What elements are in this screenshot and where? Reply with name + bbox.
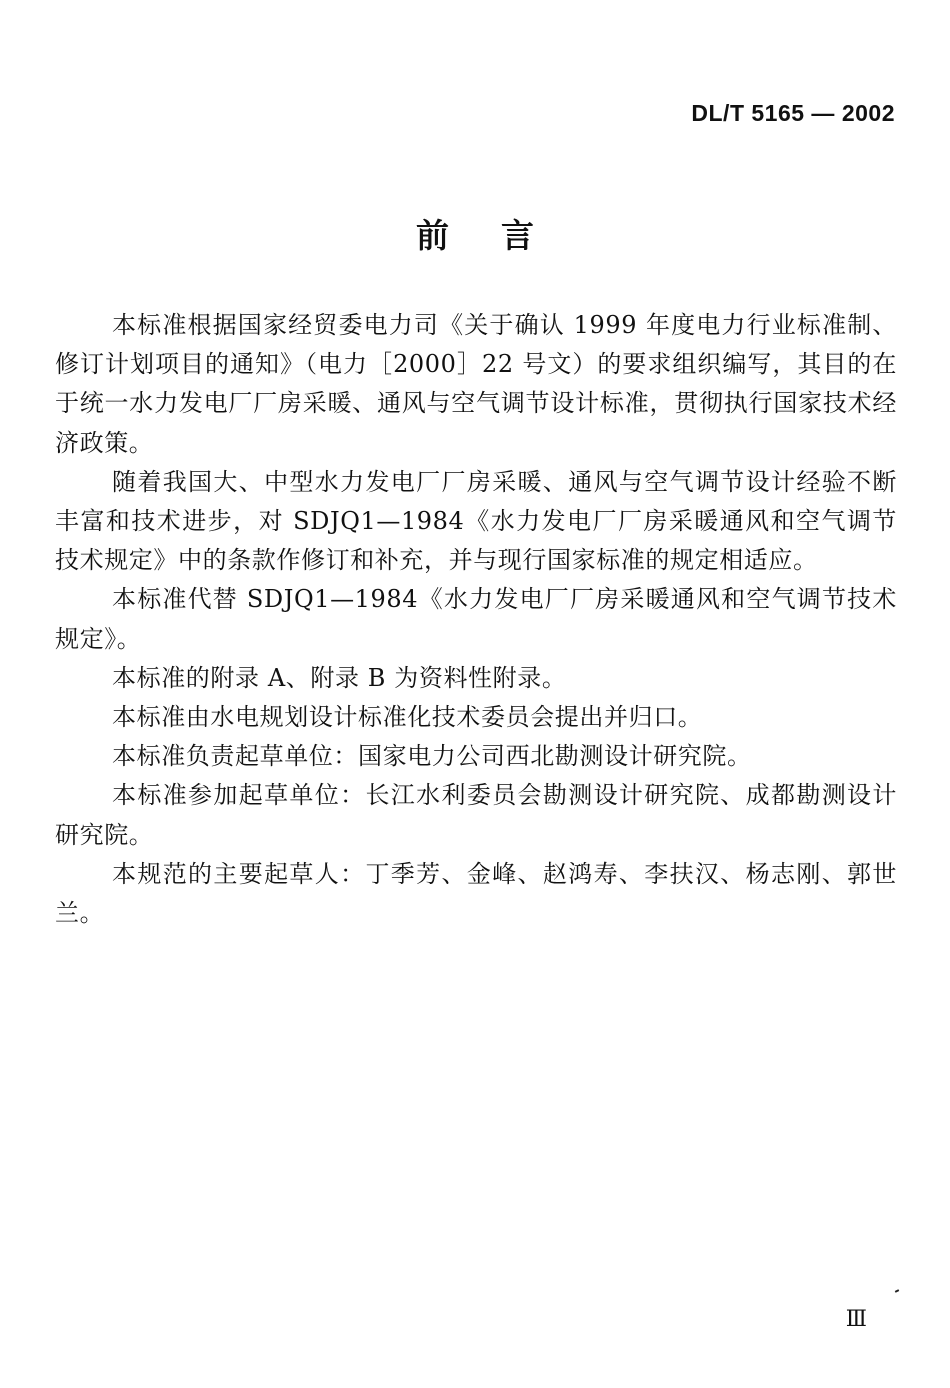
paragraph-basis: 本标准根据国家经贸委电力司《关于确认 1999 年度电力行业标准制、修订计划项目的通知》（电力［2000］22 号文）的要求组织编写，其目的在于统一水力发电厂厂房采暖、通风与空气调节设计标准，贯彻执行国家技术经济政策。: [55, 311, 897, 457]
preface-body: [55, 306, 897, 933]
page-title: 前言: [416, 216, 586, 255]
document-code: DL/T 5165 — 2002: [691, 100, 895, 126]
paragraph-lead-drafter: 本标准负责起草单位：国家电力公司西北勘测设计研究院。: [112, 742, 752, 771]
page-number: Ⅲ: [845, 1307, 867, 1332]
paragraph-revision: 随着我国大、中型水力发电厂厂房采暖、通风与空气调节设计经验不断丰富和技术进步，对 SDJQ1—1984《水力发电厂厂房采暖通风和空气调节技术规定》中的条款作修订和补充，并与现行国家标准的规定相适应。: [55, 467, 897, 575]
paragraph-participating-drafters: 本标准参加起草单位：长江水利委员会勘测设计研究院、成都勘测设计研究院。: [55, 781, 897, 849]
paragraph-replaces: 本标准代替 SDJQ1—1984《水力发电厂厂房采暖通风和空气调节技术规定》。: [55, 585, 897, 653]
paragraph-proposer: 本标准由水电规划设计标准化技术委员会提出并归口。: [112, 703, 703, 732]
scan-speck: [895, 1289, 899, 1293]
paragraph-appendices: 本标准的附录 A、附录 B 为资料性附录。: [112, 663, 567, 692]
paragraph-main-drafters: 本规范的主要起草人：丁季芳、金峰、赵鸿寿、李扶汉、杨志刚、郭世兰。: [55, 859, 897, 928]
